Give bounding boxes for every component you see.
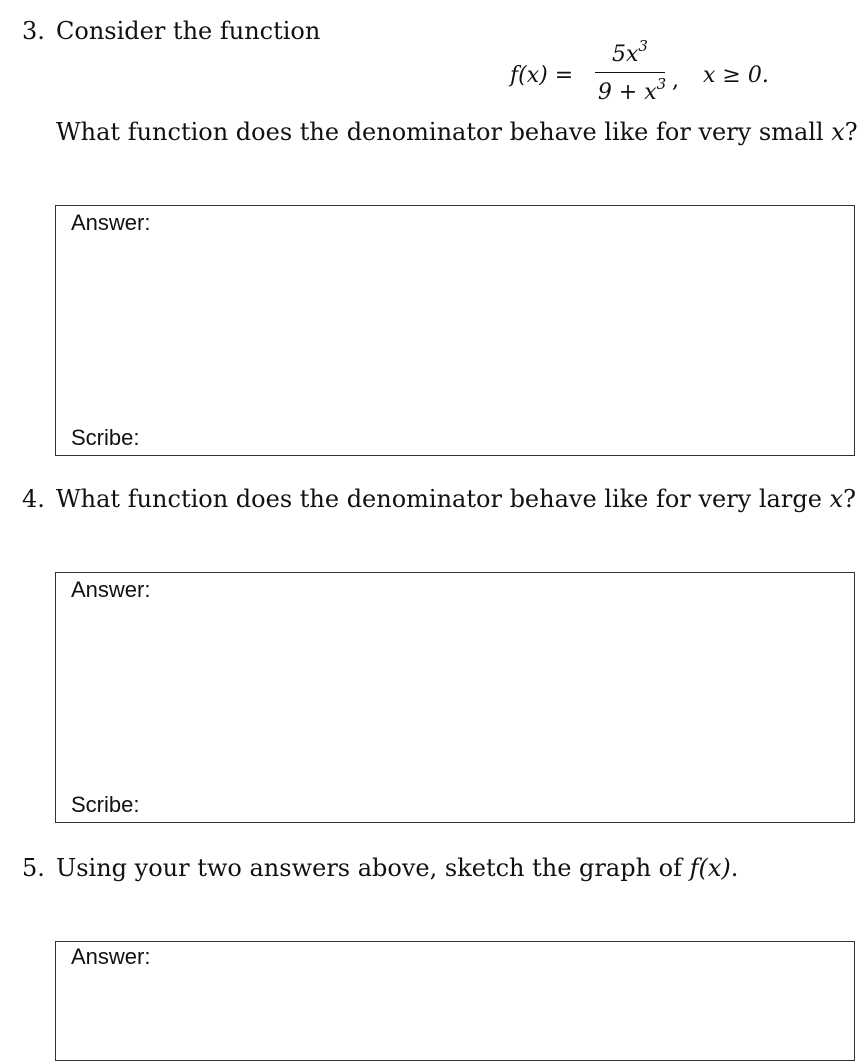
question-4-var: x <box>829 485 844 513</box>
formula-denominator-exponent: 3 <box>656 75 667 93</box>
question-3-answer-label: Answer: <box>71 210 151 235</box>
formula-numerator-base: 5x <box>612 42 639 67</box>
question-3-followup <box>56 118 858 146</box>
question-3-number: 3. <box>22 17 45 45</box>
question-5-heading <box>22 854 738 882</box>
question-3-answer-box <box>55 205 855 456</box>
question-4-end: ? <box>843 485 856 513</box>
question-3-scribe-label: Scribe: <box>71 425 140 450</box>
question-5-answer-label: Answer: <box>71 944 151 969</box>
formula-numerator-exponent: 3 <box>638 37 648 55</box>
formula-numerator <box>595 37 665 68</box>
question-5-number: 5. <box>22 854 45 882</box>
fraction-bar <box>595 72 665 73</box>
formula-condition: x ≥ 0. <box>703 63 769 88</box>
question-5-end: . <box>730 854 739 882</box>
question-3-answer-area[interactable] <box>56 206 854 455</box>
question-4-heading <box>22 485 856 513</box>
question-5-var: f(x) <box>689 854 731 882</box>
question-4-answer-label: Answer: <box>71 577 151 602</box>
question-3-heading <box>22 17 320 45</box>
formula-lhs: f(x) = <box>510 63 574 88</box>
question-3-followup-var: x <box>831 118 845 146</box>
formula-denominator-base: 9 + x <box>597 80 657 105</box>
question-3-followup-text: What function does the denominator behave like for very small <box>56 118 832 146</box>
formula-denominator <box>595 75 669 106</box>
question-3-text: Consider the function <box>56 17 321 45</box>
question-4-answer-area[interactable] <box>56 573 854 822</box>
question-4-number: 4. <box>22 485 45 513</box>
formula-comma: , <box>672 68 679 93</box>
question-4-scribe-label: Scribe: <box>71 792 140 817</box>
question-3-followup-end: ? <box>844 118 858 146</box>
question-4-answer-box <box>55 572 855 823</box>
question-4-text: What function does the denominator behave like for very large <box>56 485 830 513</box>
question-5-answer-box <box>55 941 855 1061</box>
question-5-answer-area[interactable] <box>56 942 854 1060</box>
question-5-text: Using your two answers above, sketch the graph of <box>56 854 690 882</box>
